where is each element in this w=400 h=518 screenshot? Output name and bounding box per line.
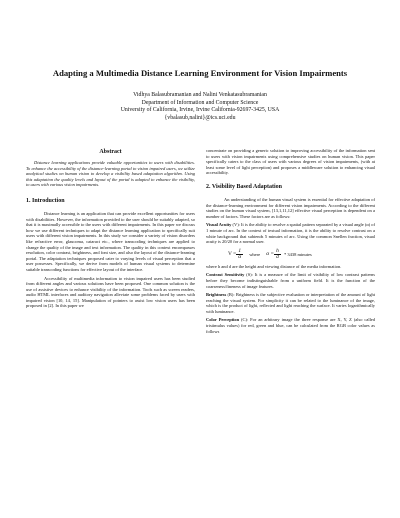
fraction-2-numerator: h [276,248,279,255]
intro-paragraph-1: Distance learning is an application that can provide excellent opportunities for users with disabilities. However, the information provided to the user should be suitably adapted, so that it is maximally accessible to the users with different impairments. In this paper we discuss how we use different techniques to adapt the distance learning application to specifically suit users with different vision impairments. In this study we consider a variety of vision disorders like refractive error, glaucoma, cataract etc., where transcoding techniques are applied to change the quality of the image and text information. The quality in this context encompasses resolution, color contrast, brightness, and font size, and also the layout of the distance-learning portal. The adaptation techniques proposed cater to varying levels of visual perception that a user possesses. Specifically, we derive from models of human visual systems to determine suitable transcoding functions for effective layout of the interface. [26,210,195,272]
formula-where: where [249,251,261,257]
section-2-heading: 2. Visibility Based Adaptation [206,183,283,190]
brightness-text: (B): Brightness is the subjective evaluation or interpretation of the amount of light reaching the visual system. For simplicity it can be related to the luminance of the image, which is the product of light, reflected and light reaching the surface. It varies logarithmically with luminance. [206,292,375,314]
visual-acuity-formula [228,248,375,262]
intro-paragraph-2: Accessibility of multimedia information to vision impaired users has been studied from different angles and various solutions have been proposed. One common solution is the use of assistive devices to enhance visibility of the information. Tools such as screen readers, audio HTML interfaces and auditory navigation alleviate some problems faced by users with impaired vision [10, 14, 15]. Manipulation of pointers to assist low vision users has been proposed in [2]. In this paper we [26,275,195,309]
visual-acuity-text: (V): It is the ability to resolve a spatial pattern separated by a visual angle (α) of 1 minute of arc. In the context of textual information, it is the ability to resolve contrast on a white background that subtends 5 minutes of arc. Using the common Snellen fraction, visual acuity is 20/20 for a normal user. [206,222,376,245]
brightness-paragraph [206,292,375,314]
fraction-1-numerator: 1 [238,248,242,255]
fraction-1-denominator: α [238,254,242,261]
formula-fraction-2 [274,249,281,260]
author-department: Department of Information and Computer Science [141,99,259,106]
author-names: Vidhya Balasubramanian and Nalini Venkatasubramanian [133,92,267,98]
color-perception-text: (C): For an arbitrary image the three response are X, Y, Z (also called tristimulus values) for red, green and blue, can be calculated from the RGB color values as follows [206,317,375,334]
color-perception-paragraph [206,317,375,334]
formula-note: where h and d are the height and viewing distance of the media information. [206,263,342,269]
visual-acuity-term: Visual Acuity [206,222,232,228]
color-perception-term: Color Perception [206,317,240,323]
left-column [26,148,195,312]
brightness-term: Brightness [206,292,227,298]
abstract-text: Distance learning applications provide valuable opportunities to users with disabilities. To enhance the accessibility of the distance-learning portal to vision impaired users, we utilize analytical studies on human vision to develop a visibility based adaptation algorithm. Using this adaptation the quality levels and layout of the portal is adapted to enhance the visibility, to users with various vision impairments. [26,160,195,188]
author-email: {vbalasub,nalini}@ics.uci.edu [164,114,236,121]
formula-rest: * 3438 minutes [284,251,312,257]
fraction-2-denominator: d [276,254,279,261]
formula-fraction-1 [236,249,243,260]
right-column [206,148,375,337]
abstract-heading: Abstract [99,149,122,155]
section-2-paragraph-1: An understanding of the human visual system is essential for effective adaptation of the distance-learning environment for different vision impairments. According to the different studies on the human visual system, [13,1,11,12] effective visual perception is dependent on a number of factors. These factors are as follows: [206,196,375,219]
formula-alpha: α = [266,250,275,257]
contrast-sensitivity-paragraph [206,272,375,289]
paper-title: Adapting a Multimedia Distance Learning Environment for Vision Impairments [52,68,348,78]
visual-acuity-paragraph [206,222,375,244]
formula-lhs: V = [228,250,237,257]
contrast-sensitivity-text: (S): It is a measure of the limit of visibility of low contrast patterns before they become indistinguishable from a uniform field. It is the function of the coarseness/fineness of image features. [206,272,375,289]
author-university: University of California, Irvine, Irvine California-92697-3425, USA [120,107,280,113]
author-block [40,92,360,122]
contrast-sensitivity-term: Contrast Sensitivity [206,272,245,278]
section-1-heading: 1. Introduction [26,197,65,204]
intro-continuation: concentrate on providing a generic solution to improving accessibility of the information sent to users with vision impairments using comprehensive studies on human vision. This paper specifically caters to the class of users with various degrees of vision impairments, (with at least some level of light perception) and proposes a middleware solution to enhancing visual accessibility. [206,148,375,176]
